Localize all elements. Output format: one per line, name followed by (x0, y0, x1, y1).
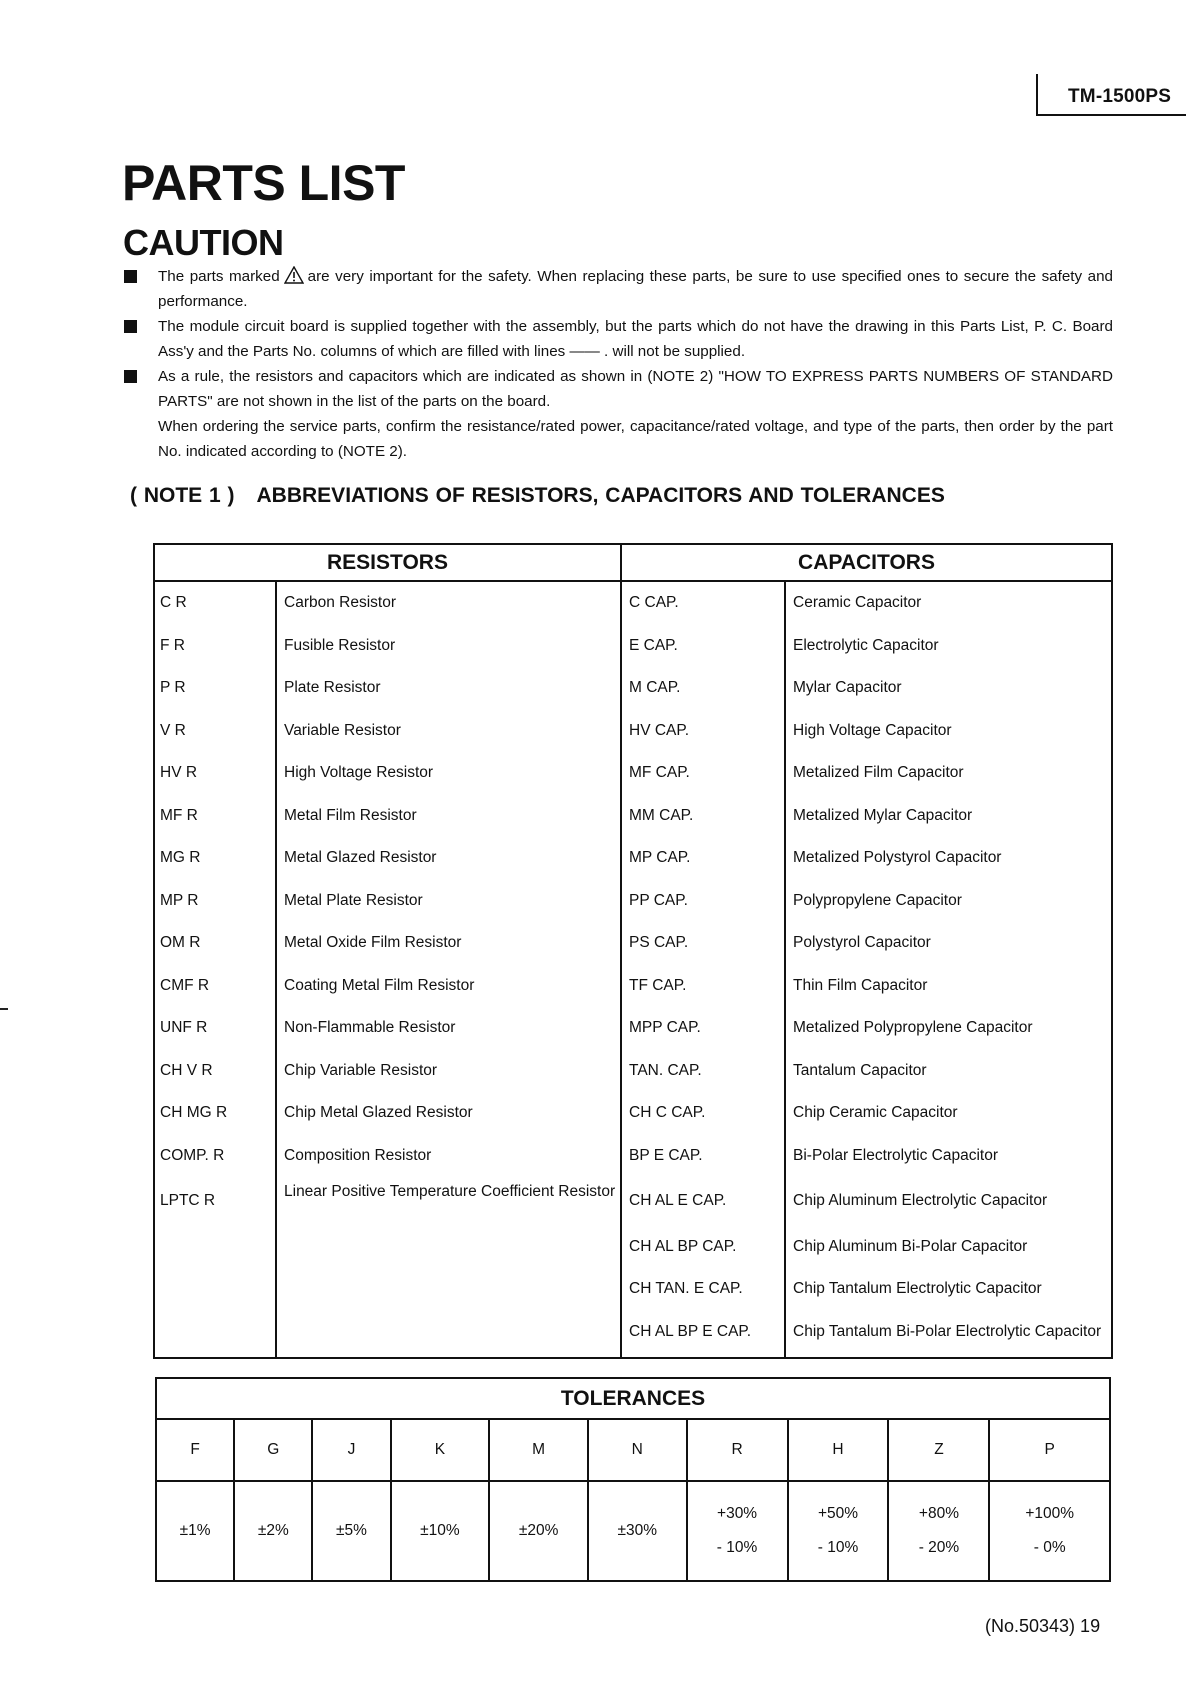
resistor-abbr: V R (160, 721, 186, 739)
bullet-icon (124, 320, 137, 333)
tolerance-plus: +100% (1025, 1505, 1075, 1522)
resistor-abbr: MG R (160, 849, 201, 867)
table-row (154, 1050, 1112, 1093)
resistor-name (276, 1226, 621, 1269)
capacitor-abbr: PS CAP. (621, 922, 785, 965)
resistor-name: Metal Oxide Film Resistor (276, 922, 621, 965)
resistor-name: Metal Plate Resistor (276, 880, 621, 923)
tolerance-code: F (156, 1419, 234, 1481)
tolerance-plus: ±30% (617, 1522, 658, 1539)
table-row (154, 710, 1112, 753)
capacitor-name: Chip Tantalum Bi-Polar Electrolytic Capacitor (785, 1311, 1112, 1359)
table-row (154, 1007, 1112, 1050)
resistor-abbr (154, 1268, 276, 1311)
capacitor-name: Chip Aluminum Bi-Polar Capacitor (785, 1226, 1112, 1269)
resistor-name: Carbon Resistor (276, 581, 621, 625)
page-title: PARTS LIST (122, 155, 405, 211)
tolerance-minus: - 10% (817, 1539, 859, 1556)
table-row (154, 581, 1112, 625)
resistor-abbr: OM R (160, 934, 201, 952)
tolerance-code: P (989, 1419, 1110, 1481)
resistor-name: Fusible Resistor (276, 625, 621, 668)
capacitor-abbr: CH AL BP E CAP. (621, 1311, 785, 1359)
tolerance-code: K (391, 1419, 490, 1481)
table-row (154, 880, 1112, 923)
table-row (154, 667, 1112, 710)
capacitor-name: High Voltage Capacitor (785, 710, 1112, 753)
capacitor-abbr: CH TAN. E CAP. (621, 1268, 785, 1311)
capacitor-name: Polystyrol Capacitor (785, 922, 1112, 965)
resistor-abbr: CH MG R (160, 1104, 228, 1122)
table-row (154, 837, 1112, 880)
caution-text: The parts marked are very important for the safety. When replacing these parts, be sure to use specified ones to secure the safety and performance. (158, 268, 1113, 310)
tolerance-plus: ±20% (518, 1522, 559, 1539)
tolerance-value (234, 1481, 312, 1581)
caution-item (124, 264, 1113, 314)
resistor-name: Coating Metal Film Resistor (276, 965, 621, 1008)
resistor-abbr: HV R (160, 764, 198, 782)
capacitor-abbr: MF CAP. (621, 752, 785, 795)
capacitor-abbr: TF CAP. (621, 965, 785, 1008)
tolerance-value (391, 1481, 490, 1581)
resistor-name: Metal Glazed Resistor (276, 837, 621, 880)
resistor-abbr (154, 1311, 276, 1359)
tolerance-plus: ±2% (257, 1522, 289, 1539)
tolerance-plus: +80% (918, 1505, 959, 1522)
table-row (154, 965, 1112, 1008)
table-row (154, 1268, 1112, 1311)
capacitor-name: Thin Film Capacitor (785, 965, 1112, 1008)
tolerance-values-row (156, 1481, 1110, 1581)
resistor-abbr: P R (160, 679, 186, 697)
tolerances-table (155, 1377, 1111, 1582)
table-row (154, 752, 1112, 795)
caution-item (124, 314, 1113, 364)
capacitor-name: Metalized Polypropylene Capacitor (785, 1007, 1112, 1050)
capacitor-abbr: CH AL BP CAP. (621, 1226, 785, 1269)
resistor-name: Plate Resistor (276, 667, 621, 710)
capacitor-abbr: MP CAP. (621, 837, 785, 880)
resistor-name (276, 1311, 621, 1359)
resistor-abbr: CMF R (160, 976, 210, 994)
capacitor-abbr: E CAP. (621, 625, 785, 668)
tolerance-code: J (312, 1419, 390, 1481)
tolerance-value (888, 1481, 989, 1581)
warning-triangle-icon (284, 266, 304, 284)
tolerance-plus: ±10% (420, 1522, 460, 1539)
tolerance-code: N (588, 1419, 687, 1481)
resistor-name: Chip Variable Resistor (276, 1050, 621, 1093)
caution-heading: CAUTION (123, 222, 284, 263)
caution-list (124, 264, 1113, 464)
capacitor-name: Chip Tantalum Electrolytic Capacitor (785, 1268, 1112, 1311)
tolerance-letters-row (156, 1419, 1110, 1481)
capacitor-name: Mylar Capacitor (785, 667, 1112, 710)
table-row (154, 1311, 1112, 1359)
capacitor-name: Metalized Polystyrol Capacitor (785, 837, 1112, 880)
tolerance-value (489, 1481, 588, 1581)
capacitor-name: Chip Ceramic Capacitor (785, 1092, 1112, 1135)
caution-text: The module circuit board is supplied together with the assembly, but the parts which do not have the drawing in this Parts List, P. C. Board Ass'y and the Parts No. columns of which are filled with lines —— . will not be supplied. (158, 318, 1113, 360)
capacitor-abbr: M CAP. (621, 667, 785, 710)
resistor-name: Linear Positive Temperature Coefficient Resistor (276, 1177, 621, 1226)
tolerance-code: G (234, 1419, 312, 1481)
resistor-name (276, 1268, 621, 1311)
tolerance-plus: +50% (817, 1505, 859, 1522)
capacitor-name: Polypropylene Capacitor (785, 880, 1112, 923)
resistor-abbr (154, 1226, 276, 1269)
caution-item (124, 364, 1113, 464)
tolerance-value (312, 1481, 390, 1581)
tolerance-code: R (687, 1419, 788, 1481)
model-number-box (1036, 74, 1186, 116)
capacitor-abbr: MM CAP. (621, 795, 785, 838)
tolerance-value (156, 1481, 234, 1581)
caution-text: As a rule, the resistors and capacitors which are indicated as shown in (NOTE 2) "HOW TO EXPRESS PARTS NUMBERS OF STANDARD PARTS" are not shown in the list of the parts on the board. (158, 368, 1113, 410)
resistor-name: Variable Resistor (276, 710, 621, 753)
page-number: (No.50343) 19 (985, 1616, 1101, 1636)
caution-text-continued: When ordering the service parts, confirm the resistance/rated power, capacitance/rated voltage, and type of the parts, then order by the part No. indicated according to (NOTE 2). (158, 418, 1113, 460)
resistor-abbr: F R (160, 636, 185, 654)
capacitor-name: Chip Aluminum Electrolytic Capacitor (785, 1177, 1112, 1226)
resistor-name: High Voltage Resistor (276, 752, 621, 795)
tolerance-code: H (788, 1419, 889, 1481)
capacitors-header: CAPACITORS (621, 544, 1112, 581)
abbreviations-table (153, 543, 1113, 1359)
bullet-icon (124, 270, 137, 283)
capacitor-name: Bi-Polar Electrolytic Capacitor (785, 1135, 1112, 1178)
bullet-icon (124, 370, 137, 383)
table-row (154, 1135, 1112, 1178)
table-row (154, 1092, 1112, 1135)
tolerance-plus: ±1% (179, 1522, 211, 1539)
model-number: TM-1500PS (1068, 86, 1172, 107)
capacitor-name: Metalized Mylar Capacitor (785, 795, 1112, 838)
resistor-name: Chip Metal Glazed Resistor (276, 1092, 621, 1135)
note1-heading (130, 484, 945, 508)
capacitor-name: Ceramic Capacitor (785, 581, 1112, 625)
resistors-header: RESISTORS (154, 544, 621, 581)
capacitor-name: Electrolytic Capacitor (785, 625, 1112, 668)
capacitor-name: Tantalum Capacitor (785, 1050, 1112, 1093)
table-row (154, 795, 1112, 838)
resistor-abbr: C R (160, 594, 187, 612)
tolerance-value (687, 1481, 788, 1581)
capacitor-abbr: C CAP. (621, 581, 785, 625)
tolerance-minus: - 20% (918, 1539, 960, 1556)
resistor-name: Composition Resistor (276, 1135, 621, 1178)
tolerances-header: TOLERANCES (156, 1378, 1110, 1419)
resistor-abbr: MF R (160, 806, 198, 824)
tolerance-code: Z (888, 1419, 989, 1481)
resistor-name: Metal Film Resistor (276, 795, 621, 838)
tolerance-minus: - 10% (716, 1539, 758, 1556)
resistor-abbr: CH V R (160, 1061, 213, 1079)
tolerance-plus: +30% (717, 1505, 758, 1522)
tolerance-code: M (489, 1419, 588, 1481)
tolerance-plus: ±5% (336, 1522, 367, 1539)
note1-number: ( NOTE 1 ) (130, 484, 235, 507)
capacitor-abbr: HV CAP. (621, 710, 785, 753)
capacitor-abbr: PP CAP. (621, 880, 785, 923)
table-row (154, 922, 1112, 965)
table-row (154, 1177, 1112, 1226)
table-row (154, 625, 1112, 668)
tolerance-value (788, 1481, 889, 1581)
capacitor-abbr: MPP CAP. (621, 1007, 785, 1050)
tolerance-value (989, 1481, 1110, 1581)
capacitor-name: Metalized Film Capacitor (785, 752, 1112, 795)
resistor-abbr: COMP. R (160, 1146, 225, 1164)
capacitor-abbr: CH AL E CAP. (621, 1177, 785, 1226)
abbreviations-body (154, 581, 1112, 1358)
resistor-abbr: LPTC R (160, 1192, 216, 1210)
tolerance-minus: - 0% (1033, 1539, 1066, 1556)
table-row (154, 1226, 1112, 1269)
capacitor-abbr: BP E CAP. (621, 1135, 785, 1178)
resistor-name: Non-Flammable Resistor (276, 1007, 621, 1050)
note1-title: ABBREVIATIONS OF RESISTORS, CAPACITORS AND TOLERANCES (256, 484, 945, 507)
capacitor-abbr: TAN. CAP. (621, 1050, 785, 1093)
capacitor-abbr: CH C CAP. (621, 1092, 785, 1135)
resistor-abbr: UNF R (160, 1019, 208, 1037)
scan-mark (0, 1008, 8, 1010)
tolerance-value (588, 1481, 687, 1581)
resistor-abbr: MP R (160, 891, 199, 909)
